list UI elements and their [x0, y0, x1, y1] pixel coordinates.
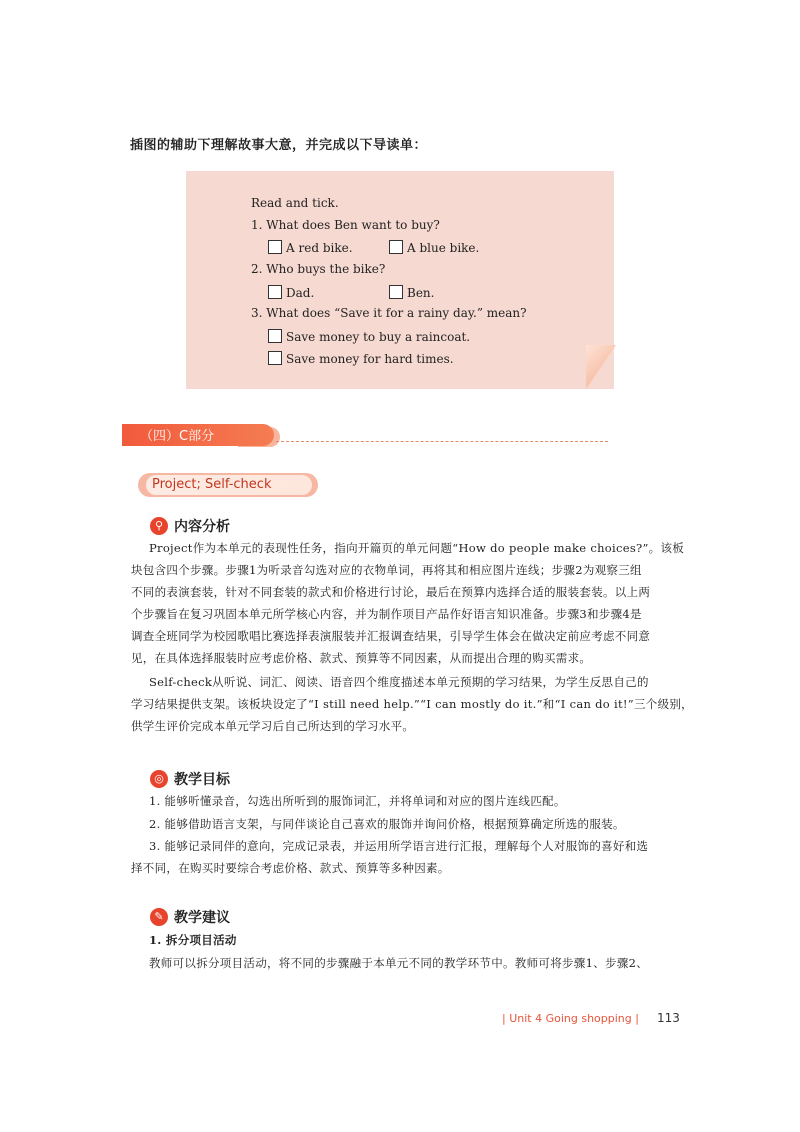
question-2: 2. Who buys the bike? — [251, 262, 386, 276]
suggest-heading: 教学建议 — [174, 910, 230, 926]
project-title: Project; Self-check — [152, 477, 272, 492]
checkbox-icon[interactable] — [389, 285, 403, 299]
analysis-line-6: 见，在具体选择服装时应考虑价格、款式、预算等不同因素，从而提出合理的购买需求。 — [131, 651, 592, 665]
option-label: A red bike. — [286, 241, 353, 255]
analysis-line-9: 供学生评价完成本单元学习后自己所达到的学习水平。 — [131, 719, 415, 733]
section-divider — [276, 441, 608, 442]
suggest-subheading: 1. 拆分项目活动 — [149, 933, 237, 947]
analysis-line-4: 个步骤旨在复习巩固本单元所学核心内容，并为制作项目产品作好语言知识准备。步骤3和步骤4是 — [131, 607, 642, 621]
page-number: 113 — [657, 1011, 680, 1025]
question-1: 1. What does Ben want to buy? — [251, 218, 440, 232]
analysis-line-7: Self-check从听说、词汇、阅读、语音四个维度描述本单元预期的学习结果，为学生反思自己的 — [149, 675, 649, 689]
analysis-line-3: 不同的表演套装，针对不同套装的款式和价格进行讨论，最后在预算内选择合适的服装套装。以上两 — [131, 585, 651, 599]
goals-heading: 教学目标 — [174, 772, 230, 788]
option-label: A blue bike. — [407, 241, 480, 255]
option-3b[interactable] — [268, 351, 454, 366]
goals-line-4: 择不同，在购买时要综合考虑价格、款式、预算等多种因素。 — [131, 861, 450, 875]
option-label: Save money to buy a raincoat. — [286, 330, 471, 344]
checkbox-icon[interactable] — [268, 329, 282, 343]
magnifier-icon: ⚲ — [150, 517, 168, 535]
analysis-heading: 内容分析 — [174, 519, 230, 535]
checkbox-icon[interactable] — [389, 240, 403, 254]
option-1b[interactable] — [389, 240, 479, 255]
checkbox-icon[interactable] — [268, 240, 282, 254]
analysis-line-2: 块包含四个步骤。步骤1为听录音勾选对应的衣物单词，再将其和相应图片连线；步骤2为观察三组 — [131, 563, 642, 577]
goals-line-3: 3. 能够记录同伴的意向，完成记录表，并运用所学语言进行汇报，理解每个人对服饰的喜好和选 — [149, 839, 649, 853]
analysis-line-1: Project作为本单元的表现性任务，指向开篇页的单元问题“How do people make choices?”。该板 — [149, 541, 685, 555]
footer-unit: | Unit 4 Going shopping | — [502, 1012, 639, 1025]
option-label: Dad. — [286, 286, 315, 300]
option-1a[interactable] — [268, 240, 353, 255]
target-icon: ◎ — [150, 770, 168, 788]
analysis-line-5: 调查全班同学为校园歌唱比赛选择表演服装并汇报调查结果，引导学生体会在做决定前应考虑不同意 — [131, 629, 651, 643]
option-2b[interactable] — [389, 285, 434, 300]
option-3a[interactable] — [268, 329, 470, 344]
question-3: 3. What does “Save it for a rainy day.” mean? — [251, 306, 527, 320]
option-label: Ben. — [407, 286, 435, 300]
worksheet-title: Read and tick. — [251, 196, 339, 210]
option-label: Save money for hard times. — [286, 352, 454, 366]
goals-line-1: 1. 能够听懂录音，勾选出所听到的服饰词汇，并将单词和对应的图片连线匹配。 — [149, 794, 566, 808]
pencil-icon: ✎ — [150, 908, 168, 926]
checkbox-icon[interactable] — [268, 351, 282, 365]
intro-text: 插图的辅助下理解故事大意，并完成以下导读单： — [130, 138, 428, 153]
checkbox-icon[interactable] — [268, 285, 282, 299]
analysis-line-8: 学习结果提供支架。该板块设定了“I still need help.”“I can mostly do it.”和“I can do it!”三个级别， — [131, 697, 693, 711]
suggest-line-1: 教师可以拆分项目活动，将不同的步骤融于本单元不同的教学环节中。教师可将步骤1、步骤2、 — [149, 956, 649, 970]
goals-line-2: 2. 能够借助语言支架，与同伴谈论自己喜欢的服饰并询问价格，根据预算确定所选的服装。 — [149, 817, 625, 831]
option-2a[interactable] — [268, 285, 314, 300]
section-label: （四）C部分 — [140, 429, 215, 444]
